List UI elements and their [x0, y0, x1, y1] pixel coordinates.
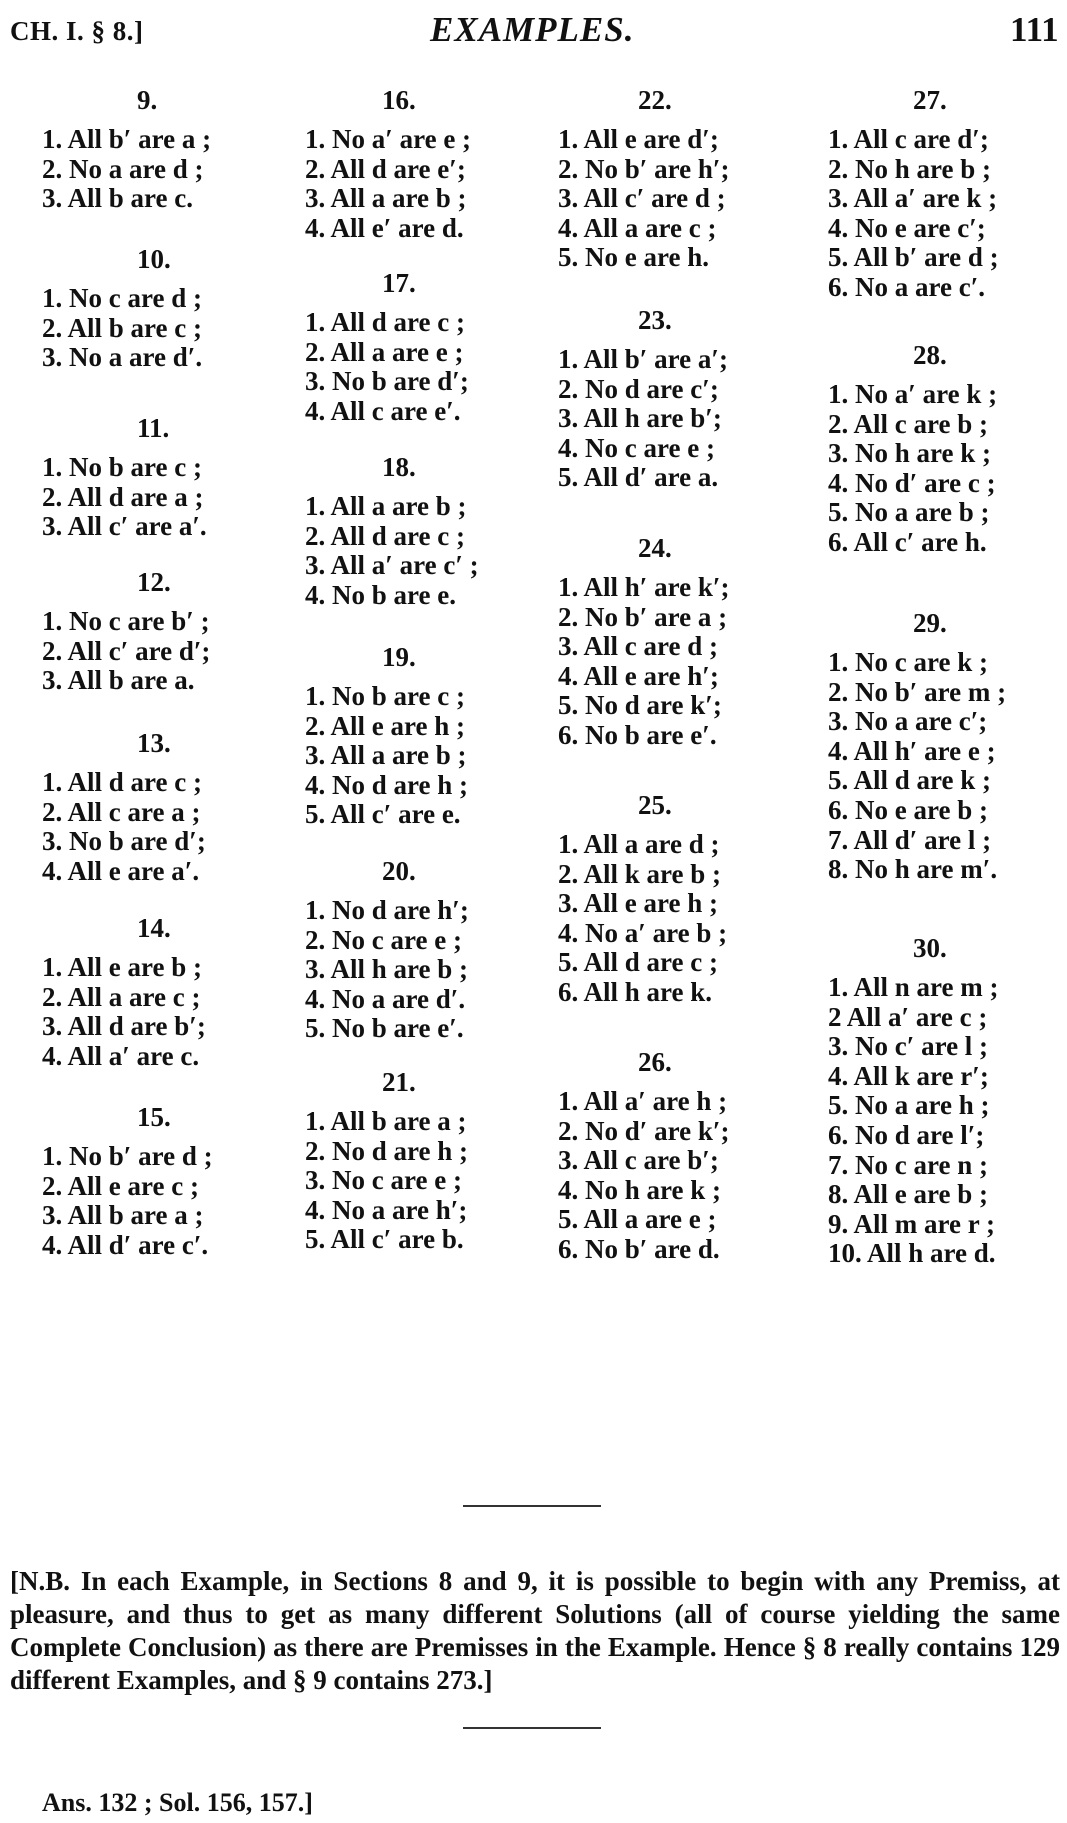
premise-line: 2. No d are h ; [305, 1135, 469, 1166]
example-number: 29. [913, 608, 947, 638]
premise-line: 2. All k are b ; [558, 858, 722, 889]
premise-line: 5. No b are e′. [305, 1013, 464, 1044]
premise-line: 10. All h are d. [828, 1238, 996, 1269]
premise-line: 6. No b′ are d. [558, 1234, 720, 1264]
premise-line: 2. No d′ are k′; [558, 1115, 730, 1146]
example-number: 27. [913, 85, 947, 115]
example-number: 28. [913, 340, 947, 370]
premise-line: 1. No c are k ; [828, 647, 988, 677]
premise-line: 3. No c′ are l ; [828, 1031, 989, 1062]
premise-line: 3. All h are b′; [558, 403, 722, 434]
premise-line: 4. All e′ are d. [305, 212, 464, 243]
premise-line: 3. All c are d ; [558, 631, 718, 662]
example-number: 19. [382, 642, 416, 672]
premise-line: 3. All a′ are c′ ; [305, 550, 479, 581]
premise-line: 8. No h are m′. [828, 854, 998, 885]
premise-line: 3. All c are b′; [558, 1145, 719, 1176]
answers-reference: Ans. 132 ; Sol. 156, 157.] [42, 1788, 313, 1817]
premise-line: 3. No h are k ; [828, 438, 992, 469]
premise-line: 4. No a are d′. [305, 983, 466, 1014]
premise-line: 1. No a′ are e ; [305, 124, 472, 154]
premise-line: 4. All e are a′. [42, 855, 200, 886]
premise-line: 2. All c are b ; [828, 408, 988, 439]
premise-line: 2. No a are d ; [42, 153, 204, 184]
premise-line: 1. No b are c ; [305, 681, 465, 711]
premise-line: 4. No a are h′; [305, 1194, 468, 1225]
premise-line: 4. All a′ are c. [42, 1040, 200, 1071]
premise-line: 7. No c are n ; [828, 1149, 988, 1180]
premise-line: 3. All b are c. [42, 183, 193, 214]
premise-line: 5. All c′ are e. [305, 799, 461, 830]
example-number: 20. [382, 856, 416, 886]
premise-line: 3. All e are h ; [558, 888, 718, 919]
example-number: 22. [638, 85, 672, 115]
premise-line: 2. No c are e ; [305, 924, 462, 955]
premise-line: 1. No d are h′; [305, 895, 469, 925]
example-number: 30. [913, 933, 947, 963]
premise-line: 2. All d are e′; [305, 153, 466, 184]
premise-line: 6. No d are l′; [828, 1120, 985, 1150]
premise-line: 3. All a are b ; [305, 183, 467, 214]
premise-line: 4. No b are e. [305, 579, 456, 610]
premise-line: 4. No e are c′; [828, 212, 986, 243]
premise-line: 1. All a are d ; [558, 829, 720, 859]
example-number: 26. [638, 1047, 672, 1077]
premise-line: 2. All c′ are d′; [42, 635, 211, 666]
premise-line: 3. All c′ are d ; [558, 183, 726, 214]
premise-line: 3. No a are c′; [828, 706, 988, 737]
premise-line: 6. No e are b ; [828, 795, 988, 825]
example-number: 10. [137, 244, 171, 274]
premise-line: 1. All b are a ; [305, 1106, 467, 1136]
premise-line: 3. No c are e ; [305, 1165, 462, 1196]
example-number: 12. [137, 567, 171, 597]
premise-line: 3. All d are b′; [42, 1011, 206, 1042]
example-number: 11. [137, 413, 170, 443]
premise-line: 2. All e are c ; [42, 1170, 199, 1201]
premise-line: 1. All e are d′; [558, 124, 719, 154]
premise-line: 1. All c are d′; [828, 124, 989, 154]
example-number: 23. [638, 305, 672, 335]
chapter-reference: CH. I. § 8.] [10, 16, 144, 46]
premise-line: 3. No a are d′. [42, 342, 203, 373]
premise-line: 3. All c′ are a′. [42, 511, 207, 542]
premise-line: 4. All a are c ; [558, 212, 717, 243]
example-number: 24. [638, 533, 672, 563]
premise-line: 5. No d are k′; [558, 690, 722, 721]
premise-line: 4. No c are e ; [558, 432, 715, 463]
example-number: 14. [137, 913, 171, 943]
premise-line: 1. No a′ are k ; [828, 379, 998, 409]
example-number: 13. [137, 728, 171, 758]
premise-line: 2. No b′ are m ; [828, 676, 1007, 707]
example-number: 15. [137, 1102, 171, 1132]
premise-line: 6. No a are c′. [828, 272, 986, 302]
premise-line: 4. All e are h′; [558, 660, 719, 691]
premise-line: 2. All b are c ; [42, 312, 202, 343]
premise-line: 4. All c are e′. [305, 395, 461, 426]
premise-line: 6. All c′ are h. [828, 527, 987, 557]
premise-line: 5. No a are b ; [828, 497, 990, 528]
premise-line: 5. All b′ are d ; [828, 242, 999, 273]
premise-line: 1. All a′ are h ; [558, 1086, 728, 1116]
example-number: 18. [382, 452, 416, 482]
premise-line: 5. All a are e ; [558, 1204, 717, 1235]
premise-line: 5. All d are c ; [558, 947, 718, 978]
premise-line: 5. All d are k ; [828, 765, 992, 796]
premise-line: 1. All d are c ; [42, 767, 202, 797]
page-title: EXAMPLES. [430, 10, 635, 49]
divider-rule-top [463, 1505, 601, 1507]
premise-line: 4. No h are k ; [558, 1174, 722, 1205]
premise-line: 1. All e are b ; [42, 952, 202, 982]
premise-line: 1. All h′ are k′; [558, 572, 730, 602]
premise-line: 3. All h are b ; [305, 954, 469, 985]
premise-line: 4. No d are h ; [305, 769, 469, 800]
premise-line: 2. All a are c ; [42, 981, 201, 1012]
example-number: 16. [382, 85, 416, 115]
premise-line: 1. All b′ are a′; [558, 344, 728, 374]
premise-line: 2. All e are h ; [305, 710, 465, 741]
premise-line: 2. No b′ are a ; [558, 601, 728, 632]
premise-line: 9. All m are r ; [828, 1208, 995, 1239]
premise-line: 5. All d′ are a. [558, 462, 719, 493]
premise-line: 2. No h are b ; [828, 153, 992, 184]
premise-line: 6. No b are e′. [558, 720, 717, 750]
premise-line: 1. No c are b′ ; [42, 606, 210, 636]
example-number: 9. [137, 85, 158, 115]
example-number: 17. [382, 268, 416, 298]
premise-line: 1. All d are c ; [305, 307, 465, 337]
premise-line: 5. No a are h ; [828, 1090, 990, 1121]
premise-line: 2. All a are e ; [305, 336, 464, 367]
premise-line: 5. All c′ are b. [305, 1224, 464, 1255]
premise-line: 2. All d are a ; [42, 481, 204, 512]
premise-line: 1. All n are m ; [828, 972, 999, 1002]
premise-line: 4. No a′ are b ; [558, 917, 728, 948]
premise-line: 2. No d are c′; [558, 373, 719, 404]
divider-rule-bottom [463, 1727, 601, 1729]
premise-line: 2. All c are a ; [42, 796, 201, 827]
premise-line: 1. All b′ are a ; [42, 124, 212, 154]
premise-line: 2. All d are c ; [305, 520, 465, 551]
premise-line: 6. All h are k. [558, 977, 713, 1007]
premise-line: 4. No d′ are c ; [828, 467, 996, 498]
premise-line: 3. All a′ are k ; [828, 183, 998, 214]
premise-line: 3. No b are d′; [42, 826, 206, 857]
premise-line: 3. All b are a. [42, 665, 195, 696]
premise-line: 2. No b′ are h′; [558, 153, 730, 184]
example-number: 25. [638, 790, 672, 820]
premise-line: 1. No c are d ; [42, 283, 202, 313]
page-number: 111 [1010, 10, 1059, 49]
premise-line: 4. All h′ are e ; [828, 735, 996, 766]
example-number: 21. [382, 1067, 416, 1097]
premise-line: 3. All a are b ; [305, 740, 467, 771]
premise-line: 7. All d′ are l ; [828, 824, 992, 855]
premise-line: 1. All a are b ; [305, 491, 467, 521]
premise-line: 4. All k are r′; [828, 1060, 989, 1091]
premise-line: 3. No b are d′; [305, 366, 469, 397]
premise-line: 5. No e are h. [558, 242, 709, 273]
premise-line: 8. All e are b ; [828, 1179, 988, 1210]
premise-line: 1. No b are c ; [42, 452, 202, 482]
premise-line: 1. No b′ are d ; [42, 1141, 213, 1171]
premise-line: 4. All d′ are c′. [42, 1229, 209, 1260]
note-paragraph: [N.B. In each Example, in Sections 8 and 9, it is possible to begin with any Premiss, at pleasure, and thus to get as many different Solutions (all of course yielding the same Complete Conclusion) as there are Premisses in the Example. Hence § 8 really contains 129 different Examples, and § 9 contains 273.] [10, 1566, 1060, 1695]
premise-line: 3. All b are a ; [42, 1200, 204, 1231]
premise-line: 2 All a′ are c ; [828, 1001, 988, 1032]
